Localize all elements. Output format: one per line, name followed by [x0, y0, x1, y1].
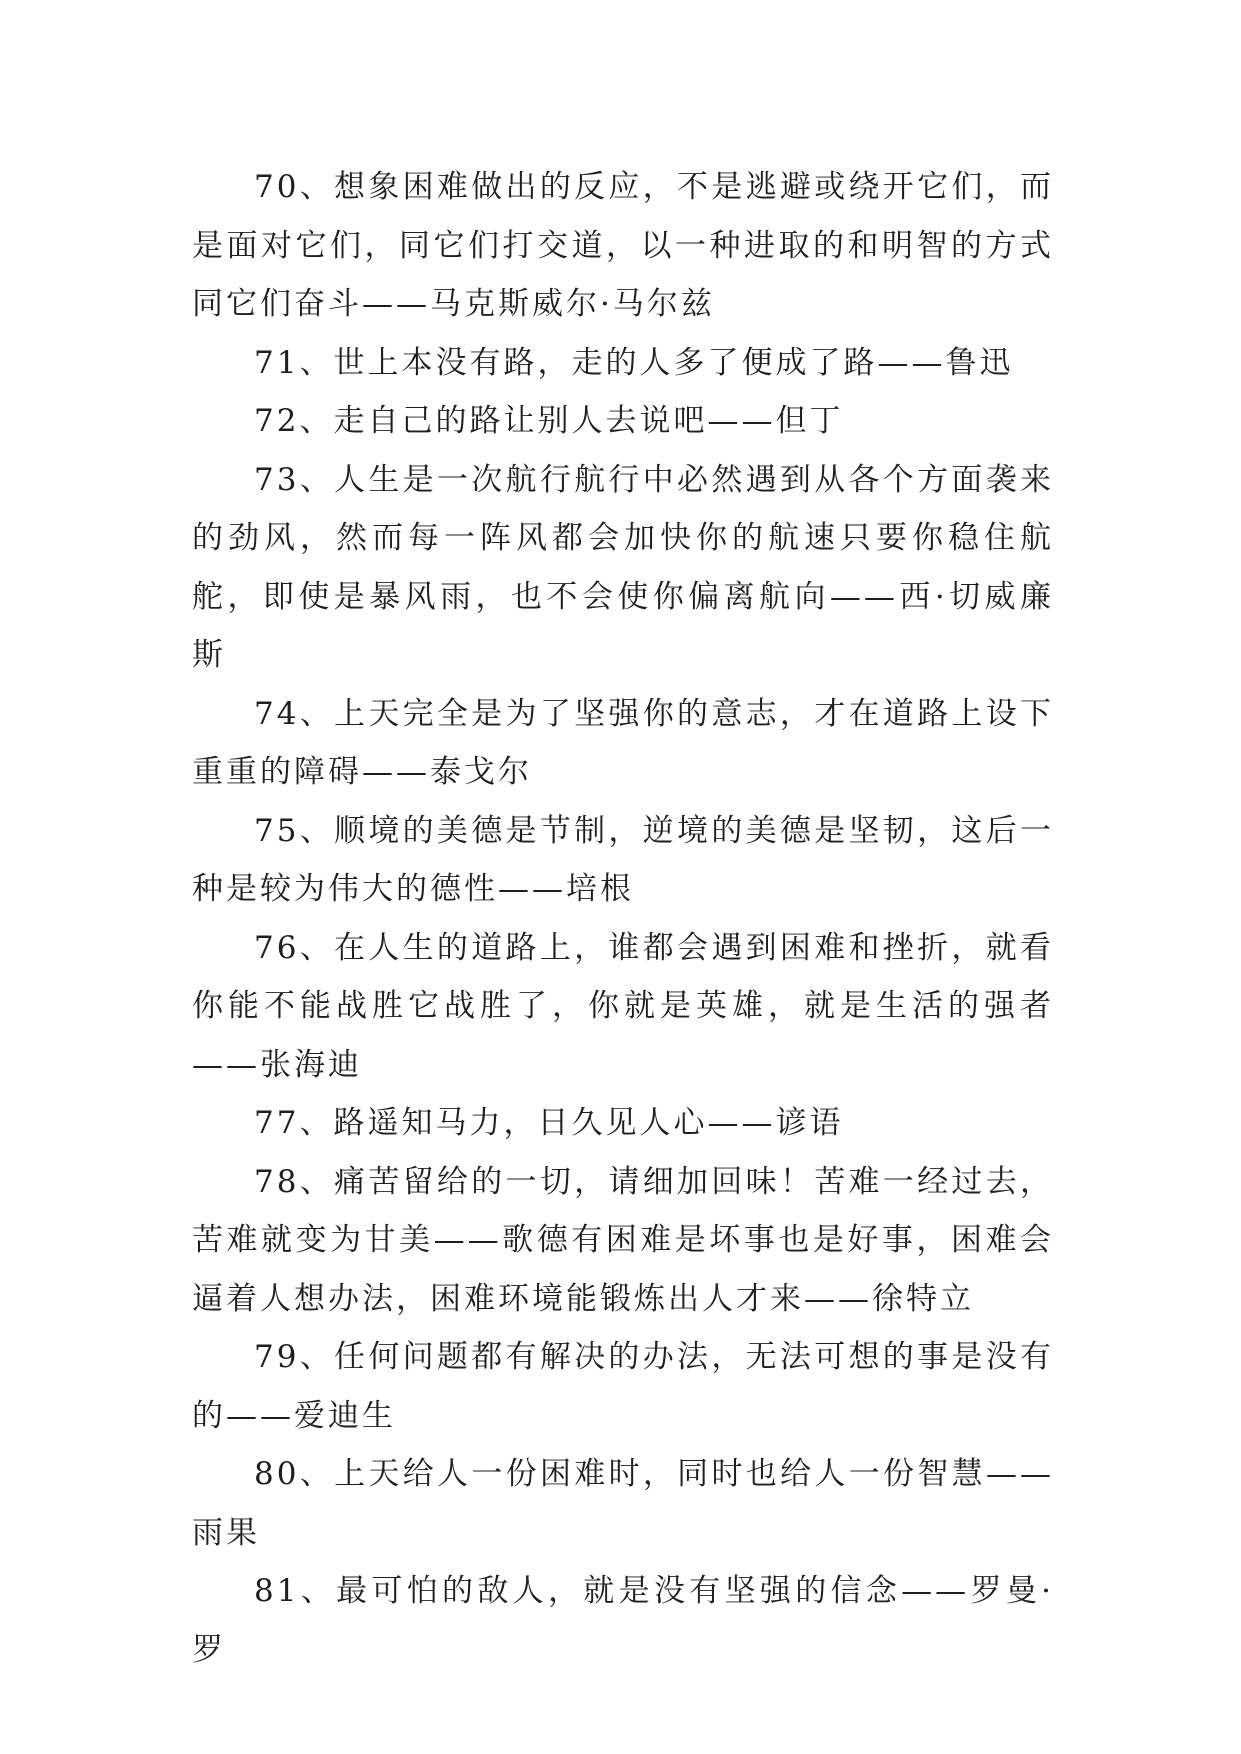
quote-paragraph-73: 73、人生是一次航行航行中必然遇到从各个方面袭来的劲风，然而每一阵风都会加快你的航速只要你稳住航舵，即使是暴风雨，也不会使你偏离航向——西·切威廉斯 [192, 461, 1054, 673]
quote-paragraph-78: 78、痛苦留给的一切，请细加回味！苦难一经过去，苦难就变为甘美——歌德有困难是坏事也是好事，困难会逼着人想办法，困难环境能锻炼出人才来——徐特立 [192, 1163, 1054, 1317]
quote-paragraph-72: 72、走自己的路让别人去说吧——但丁 [254, 403, 844, 439]
quote-paragraph-76: 76、在人生的道路上，谁都会遇到困难和挫折，就看你能不能战胜它战胜了，你就是英雄，就是生活的强者——张海迪 [192, 929, 1054, 1083]
quote-paragraph-79: 79、任何问题都有解决的办法，无法可想的事是没有的——爱迪生 [192, 1339, 1054, 1434]
quote-paragraph-71: 71、世上本没有路，走的人多了便成了路——鲁迅 [254, 344, 1014, 381]
quote-list [192, 158, 1054, 1679]
quote-paragraph-70: 70、想象困难做出的反应，不是逃避或绕开它们，而是面对它们，同它们打交道，以一种进取的和明智的方式同它们奋斗——马克斯威尔·马尔兹 [192, 169, 1054, 322]
quote-paragraph-81: 81、最可怕的敌人，就是没有坚强的信念——罗曼·罗 [192, 1573, 1054, 1668]
quote-paragraph-74: 74、上天完全是为了坚强你的意志，才在道路上设下重重的障碍——泰戈尔 [192, 695, 1054, 790]
quote-paragraph-80: 80、上天给人一份困难时，同时也给人一份智慧——雨果 [192, 1456, 1054, 1551]
quote-paragraph-77: 77、路遥知马力，日久见人心——谚语 [254, 1105, 844, 1141]
quote-paragraph-75: 75、顺境的美德是节制，逆境的美德是坚韧，这后一种是较为伟大的德性——培根 [192, 812, 1054, 907]
